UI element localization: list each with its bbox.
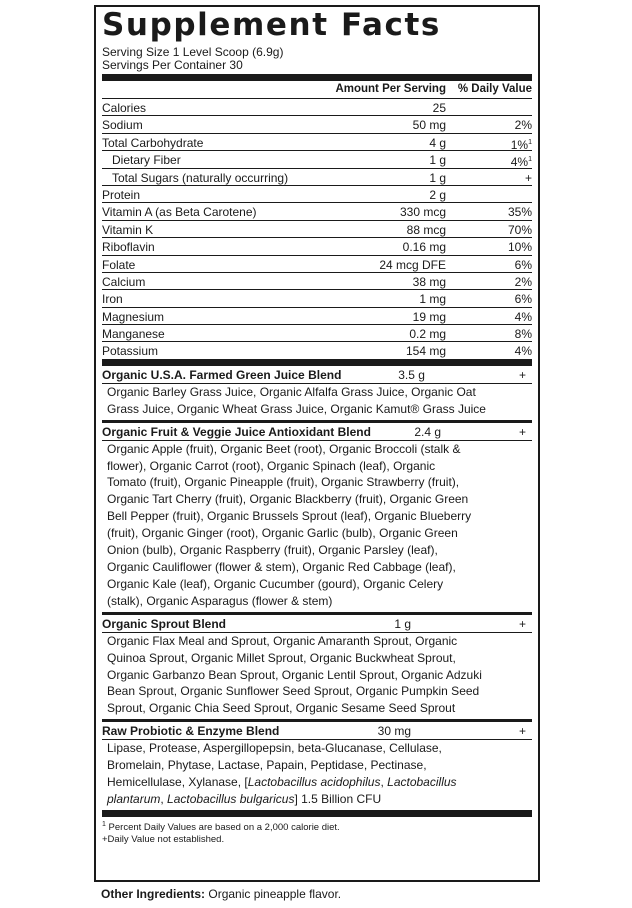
nutrient-name: Total Carbohydrate bbox=[102, 135, 204, 150]
blend-name: Organic Fruit & Veggie Juice Antioxidant Blend bbox=[102, 424, 371, 439]
nutrient-amount: 154 mg bbox=[405, 344, 446, 359]
nutrient-daily-value: 10% bbox=[507, 240, 532, 255]
amount-header: Amount Per Serving bbox=[335, 83, 446, 95]
footnote-dv-not-established: +Daily Value not established. bbox=[102, 834, 225, 846]
nutrient-name: Calories bbox=[102, 101, 147, 115]
ingredient-line: Organic Kale (leaf), Organic Cucumber (gourd), Organic Celery bbox=[107, 576, 444, 591]
nutrient-row bbox=[102, 150, 532, 170]
nutrient-row bbox=[102, 220, 532, 237]
other-ingredients-label: Other Ingredients: bbox=[101, 887, 206, 901]
blend bbox=[102, 612, 532, 718]
nutrient-amount: 25 bbox=[432, 101, 446, 115]
ingredient-line: Onion (bulb), Organic Raspberry (fruit), Organic Parsley (leaf), bbox=[107, 543, 438, 558]
blend-ingredients bbox=[102, 383, 532, 418]
nutrient-daily-value: 4%$^1$ bbox=[510, 155, 532, 170]
ingredient-line: Lipase, Protease, Aspergillopepsin, beta-Glucanase, Cellulase, bbox=[107, 741, 442, 756]
blend-ingredients bbox=[102, 739, 532, 808]
ingredient-line: (stalk), Organic Asparagus (flower & stem) bbox=[107, 593, 333, 608]
ingredient-line: plantarum, Lactobacillus bulgaricus] 1.5 Billion CFU bbox=[107, 791, 382, 806]
blend-name: Organic U.S.A. Farmed Green Juice Blend bbox=[102, 367, 342, 382]
ingredient-line: Bean Sprout, Organic Sunflower Seed Sprout, Organic Pumpkin Seed bbox=[107, 684, 480, 699]
ingredient-line: Organic Flax Meal and Sprout, Organic Amaranth Sprout, Organic bbox=[107, 633, 458, 648]
nutrient-daily-value bbox=[446, 99, 532, 115]
footnotes bbox=[102, 810, 532, 846]
blend-amount: 1 g bbox=[394, 616, 411, 631]
serving-size: Serving Size 1 Level Scoop (6.9g) bbox=[102, 45, 284, 59]
supplement-facts-panel bbox=[94, 5, 540, 882]
table-header bbox=[102, 74, 532, 98]
nutrient-daily-value: 8% bbox=[514, 327, 532, 342]
nutrient-table bbox=[102, 98, 532, 359]
nutrient-name: Sodium bbox=[102, 118, 143, 133]
nutrient-amount: 330 mcg bbox=[399, 205, 446, 220]
blend-header bbox=[102, 423, 532, 440]
ingredient-line: Quinoa Sprout, Organic Millet Sprout, Organic Buckwheat Sprout, bbox=[107, 650, 456, 665]
nutrient-row bbox=[102, 289, 532, 306]
nutrient-row bbox=[102, 341, 532, 358]
blend-ingredients bbox=[102, 440, 532, 610]
ingredient-line: (fruit), Organic Ginger (root), Organic Garlic (bulb), Organic Green bbox=[107, 526, 458, 541]
nutrient-daily-value bbox=[446, 186, 532, 202]
nutrient-daily-value: 70% bbox=[507, 222, 532, 237]
blend bbox=[102, 719, 532, 808]
nutrient-row bbox=[102, 168, 532, 185]
footnote-percent-dv: $^1$ Percent Daily Values are based on a 2,000 calorie diet. bbox=[102, 820, 340, 834]
blend-name: Raw Probiotic & Enzyme Blend bbox=[102, 724, 280, 739]
ingredient-line: Organic Apple (fruit), Organic Beet (root), Organic Broccoli (stalk & bbox=[107, 441, 461, 456]
nutrient-daily-value: 1%$^1$ bbox=[510, 137, 532, 152]
nutrient-name: Dietary Fiber bbox=[112, 153, 181, 168]
blend bbox=[102, 420, 532, 610]
blend-daily-value: + bbox=[518, 424, 526, 439]
nutrient-amount: 0.2 mg bbox=[409, 327, 446, 342]
nutrient-row bbox=[102, 185, 532, 202]
nutrient-row bbox=[102, 272, 532, 289]
nutrient-daily-value: 35% bbox=[507, 205, 532, 220]
ingredient-line: Tomato (fruit), Organic Pineapple (fruit), Organic Strawberry (fruit), bbox=[107, 475, 460, 490]
nutrient-row bbox=[102, 255, 532, 272]
ingredient-line: Hemicellulase, Xylanase, [Lactobacillus acidophilus, Lactobacillus bbox=[107, 775, 457, 790]
nutrient-amount: 4 g bbox=[429, 135, 446, 150]
nutrient-name: Potassium bbox=[102, 344, 159, 359]
blend-daily-value: + bbox=[518, 616, 526, 631]
nutrient-amount: 1 g bbox=[429, 170, 446, 185]
ingredient-line: flower), Organic Carrot (root), Organic Spinach (leaf), Organic bbox=[107, 458, 436, 473]
nutrient-amount: 19 mg bbox=[412, 309, 446, 324]
blend-header bbox=[102, 366, 532, 383]
nutrient-row bbox=[102, 115, 532, 132]
nutrient-row bbox=[102, 133, 532, 150]
nutrient-name: Folate bbox=[102, 257, 136, 272]
nutrient-amount: 1 mg bbox=[419, 292, 446, 307]
nutrient-amount: 0.16 mg bbox=[402, 240, 446, 255]
nutrient-name: Vitamin A (as Beta Carotene) bbox=[102, 205, 257, 220]
nutrient-amount: 24 mcg DFE bbox=[379, 257, 446, 272]
nutrient-name: Calcium bbox=[102, 274, 146, 289]
nutrient-row bbox=[102, 98, 532, 115]
daily-value-header: % Daily Value bbox=[457, 83, 532, 95]
blend-amount: 2.4 g bbox=[414, 424, 442, 439]
ingredient-line: Organic Garbanzo Bean Sprout, Organic Lentil Sprout, Organic Adzuki bbox=[107, 667, 482, 682]
blend-daily-value: + bbox=[518, 724, 526, 739]
blend-ingredients bbox=[102, 632, 532, 718]
nutrient-name: Total Sugars (naturally occurring) bbox=[112, 170, 289, 185]
other-ingredients bbox=[101, 887, 341, 901]
nutrient-name: Manganese bbox=[102, 327, 165, 342]
other-ingredients-text: Organic pineapple flavor. bbox=[208, 887, 342, 901]
servings-per-container: Servings Per Container 30 bbox=[102, 58, 243, 72]
nutrient-amount: 88 mcg bbox=[406, 222, 446, 237]
ingredient-line: Organic Tart Cherry (fruit), Organic Blackberry (fruit), Organic Green bbox=[107, 492, 469, 507]
nutrient-name: Vitamin K bbox=[102, 222, 154, 237]
blend-section bbox=[102, 359, 532, 808]
nutrient-amount: 1 g bbox=[429, 153, 446, 168]
blend-header bbox=[102, 722, 532, 739]
ingredient-line: Sprout, Organic Chia Seed Sprout, Organic Sesame Seed Sprout bbox=[107, 701, 456, 716]
nutrient-daily-value: + bbox=[524, 170, 532, 185]
ingredient-line: Organic Barley Grass Juice, Organic Alfalfa Grass Juice, Organic Oat bbox=[107, 384, 476, 399]
nutrient-daily-value: 6% bbox=[514, 257, 532, 272]
nutrient-row bbox=[102, 324, 532, 341]
blend bbox=[102, 359, 532, 418]
blend-name: Organic Sprout Blend bbox=[102, 616, 227, 631]
nutrient-daily-value: 4% bbox=[514, 344, 532, 359]
ingredient-line: Bromelain, Phytase, Lactase, Papain, Peptidase, Pectinase, bbox=[107, 758, 427, 773]
nutrient-name: Riboflavin bbox=[102, 240, 155, 255]
panel-title: Supplement Facts bbox=[102, 7, 441, 43]
nutrient-daily-value: 2% bbox=[514, 274, 532, 289]
nutrient-name: Protein bbox=[102, 187, 141, 202]
nutrient-name: Magnesium bbox=[102, 309, 165, 324]
nutrient-row bbox=[102, 307, 532, 324]
blend-amount: 30 mg bbox=[377, 724, 411, 739]
nutrient-row bbox=[102, 202, 532, 219]
nutrient-daily-value: 4% bbox=[514, 309, 532, 324]
nutrient-amount: 38 mg bbox=[412, 274, 446, 289]
blend-daily-value: + bbox=[518, 367, 526, 382]
nutrient-daily-value: 6% bbox=[514, 292, 532, 307]
blend-header bbox=[102, 615, 532, 632]
ingredient-line: Bell Pepper (fruit), Organic Brussels Sprout (leaf), Organic Blueberry bbox=[107, 509, 472, 524]
nutrient-daily-value: 2% bbox=[514, 118, 532, 133]
blend-amount: 3.5 g bbox=[398, 367, 425, 382]
nutrient-amount: 2 g bbox=[429, 187, 446, 202]
ingredient-line: Grass Juice, Organic Wheat Grass Juice, Organic Kamut® Grass Juice bbox=[107, 401, 486, 416]
nutrient-row bbox=[102, 237, 532, 254]
nutrient-amount: 50 mg bbox=[412, 118, 446, 133]
ingredient-line: Organic Cauliflower (flower & stem), Organic Red Cabbage (leaf), bbox=[107, 560, 456, 575]
nutrient-name: Iron bbox=[102, 292, 123, 307]
